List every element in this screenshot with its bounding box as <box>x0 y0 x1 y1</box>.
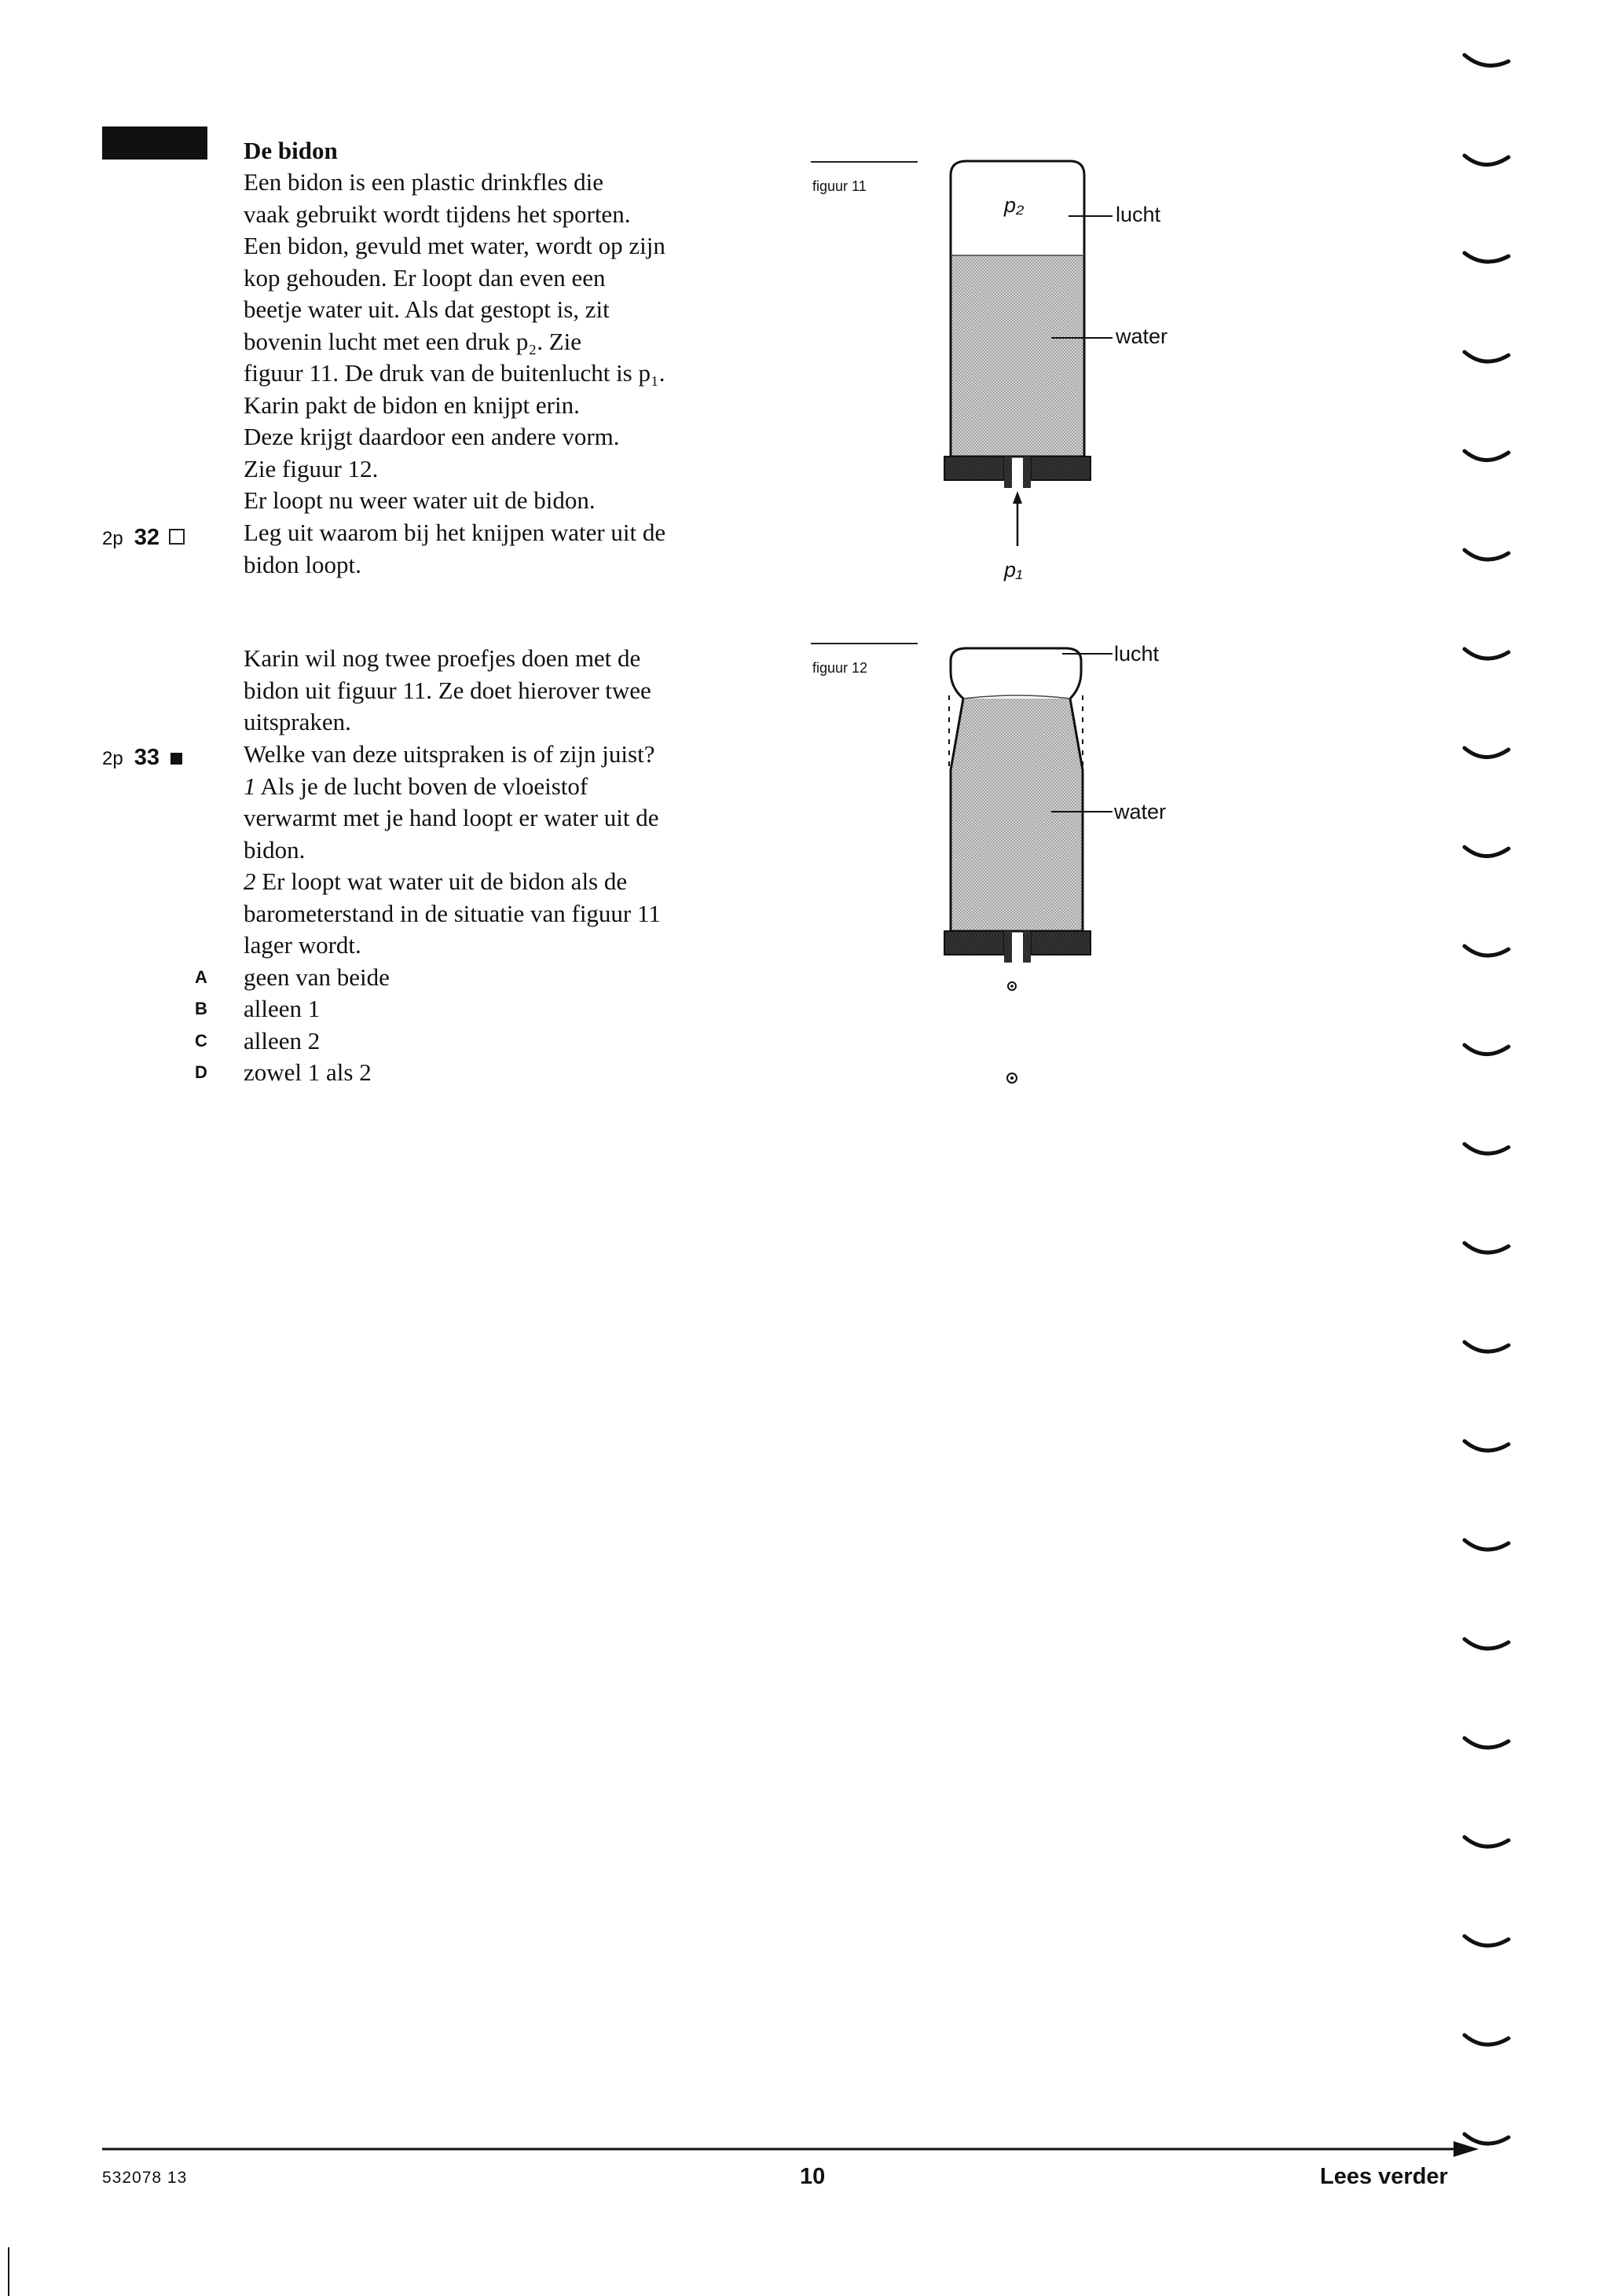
question-33-number <box>102 742 182 775</box>
statement-2-line: lager wordt. <box>244 931 361 959</box>
statement-2-number: 2 <box>244 867 256 895</box>
footer-rule <box>102 2137 1485 2161</box>
question-line: bidon loopt. <box>244 550 361 578</box>
figure-12-air-label: lucht <box>1114 642 1160 666</box>
option-letter-d: D <box>195 1062 207 1082</box>
figure-11-air-label: lucht <box>1116 203 1161 226</box>
margin-mark <box>8 2247 9 2296</box>
pressure-p2-label: p₂ <box>1004 193 1025 217</box>
open-question-box-icon <box>169 529 185 545</box>
option-text: geen van beide <box>244 963 390 991</box>
binding-holes-decoration <box>1454 39 1516 2161</box>
intro-line: Karin wil nog twee proefjes doen met de <box>244 644 641 672</box>
pressure-p1-label: p₁ <box>1004 558 1023 581</box>
statement-1-line: bidon. <box>244 835 306 864</box>
continue-arrow-icon <box>1454 2141 1479 2157</box>
section-marker <box>102 127 207 160</box>
intro-line: Er loopt nu weer water uit de bidon. <box>244 486 596 514</box>
figure-11-rule <box>811 161 918 163</box>
water-drop-icon <box>1004 1070 1020 1086</box>
water-fill <box>951 255 1084 457</box>
statement-1-line: 1 Als je de lucht boven de vloeistof <box>244 772 588 800</box>
question-33-label: 33 <box>134 745 159 770</box>
intro-text <box>244 167 665 517</box>
option-text: alleen 1 <box>244 995 321 1022</box>
intro-line: bovenin lucht met een druk p₂. Zie <box>244 327 582 355</box>
option-text: alleen 2 <box>244 1026 321 1054</box>
intro-line: figuur 11. De druk van de buitenlucht is p₁. <box>244 359 665 387</box>
question-32-points: 2p <box>102 528 123 549</box>
intro-line: Deze krijgt daardoor een andere vorm. <box>244 423 620 450</box>
option-letter-b: B <box>195 999 207 1018</box>
figure-12-squeezed-bottle-diagram <box>927 640 1194 1018</box>
statement-1-number: 1 <box>244 772 256 800</box>
multiple-choice-box-icon <box>170 753 182 765</box>
figure-12-water-label: water <box>1114 800 1167 823</box>
intro-line: Karin pakt de bidon en knijpt erin. <box>244 391 580 419</box>
statement-2-line: 2 Er loopt wat water uit de bidon als de <box>244 867 628 895</box>
cap-left <box>944 457 1004 480</box>
question-33-points: 2p <box>102 748 123 769</box>
question-33-text <box>244 739 661 1089</box>
cap-right <box>1031 457 1091 480</box>
figure-12-rule <box>811 643 918 644</box>
intro-line: uitspraken. <box>244 708 351 735</box>
intro-line: Zie figuur 12. <box>244 454 379 482</box>
intro-line: kop gehouden. Er loopt dan even een <box>244 263 606 292</box>
question-32-text <box>244 517 665 581</box>
option-letter-c: C <box>195 1031 207 1051</box>
question-32-label: 32 <box>134 525 159 550</box>
intro-line: bidon uit figuur 11. Ze doet hierover twee <box>244 676 651 704</box>
figure-12-label: figuur 12 <box>812 660 868 676</box>
exam-code: 532078 13 <box>102 2169 188 2187</box>
continue-label: Lees verder <box>1320 2164 1448 2189</box>
intro-line: beetje water uit. Als dat gestopt is, zit <box>244 295 610 323</box>
statement-1-line: verwarmt met je hand loopt er water uit de <box>244 804 659 831</box>
section-title: De bidon <box>244 137 338 164</box>
water-fill <box>951 699 1083 931</box>
page-number: 10 <box>800 2164 826 2189</box>
question-line: Welke van deze uitspraken is of zijn juist? <box>244 740 655 768</box>
cap-left <box>944 931 1004 955</box>
figure-11-label: figuur 11 <box>812 178 867 194</box>
intro-line: Een bidon, gevuld met water, wordt op zijn <box>244 232 665 259</box>
option-letter-a: A <box>195 967 207 987</box>
cap-right <box>1031 931 1091 955</box>
question-33-intro <box>244 643 651 739</box>
figure-11-water-label: water <box>1116 325 1168 348</box>
option-text: zowel 1 als 2 <box>244 1058 372 1086</box>
question-32-number <box>102 522 185 555</box>
intro-line: vaak gebruikt wordt tijdens het sporten. <box>244 200 631 228</box>
statement-2-line: barometerstand in de situatie van figuur 11 <box>244 899 661 927</box>
question-line: Leg uit waarom bij het knijpen water uit de <box>244 519 666 546</box>
intro-line: Een bidon is een plastic drinkfles die <box>244 168 603 196</box>
